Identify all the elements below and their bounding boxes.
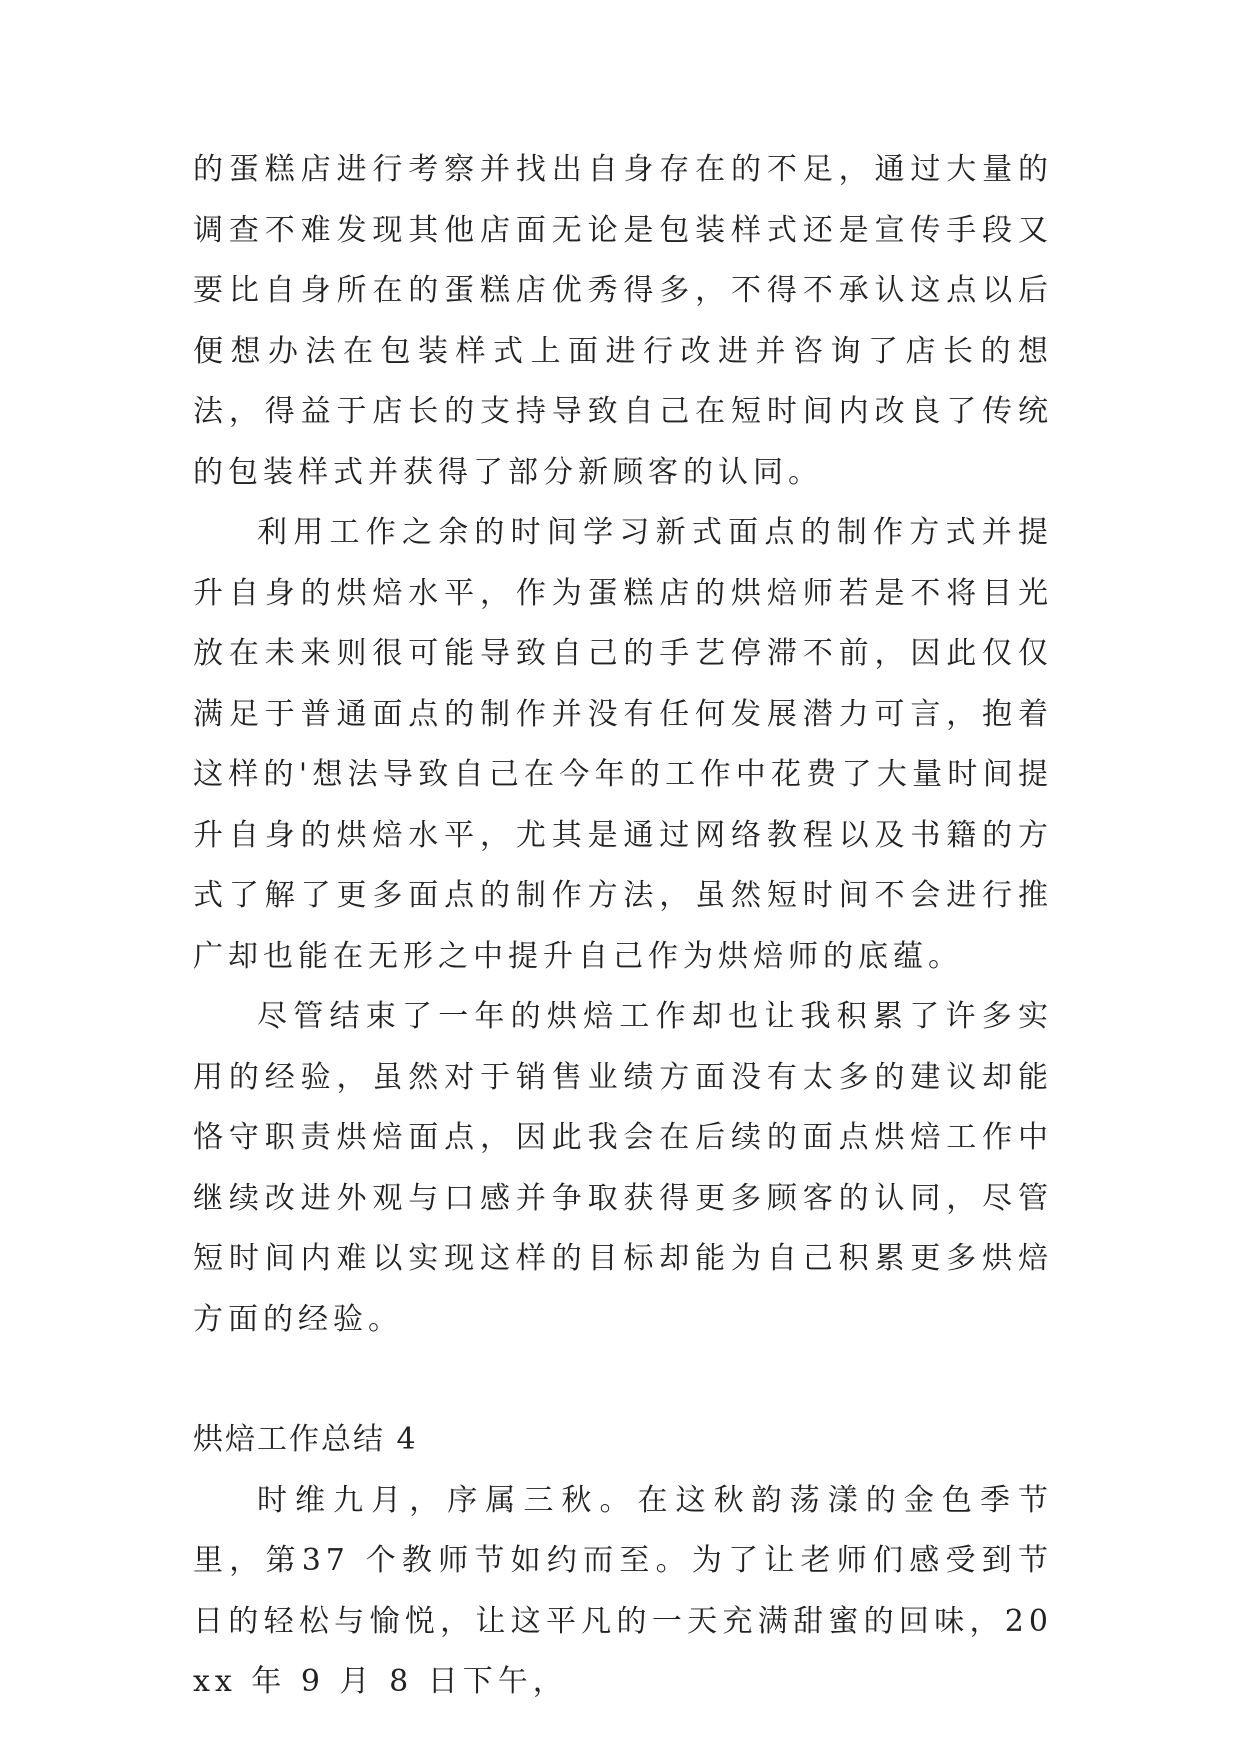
document-body bbox=[193, 140, 1053, 1713]
section-heading: 烘焙工作总结 4 bbox=[193, 1422, 418, 1457]
body-paragraph: 利用工作之余的时间学习新式面点的制作方式并提升自身的烘焙水平，作为蛋糕店的烘焙师若是不将目光放在未来则很可能导致自己的手艺停滞不前，因此仅仅满足于普通面点的制作并没有任何发展潜力可言，抱着这样的'想法导致自己在今年的工作中花费了大量时间提升自身的烘焙水平，尤其是通过网络教程以及书籍的方式了解了更多面点的制作方法，虽然短时间不会进行推广却也能在无形之中提升自己作为烘焙师的底蕴。 bbox=[193, 515, 1053, 974]
body-paragraph: 尽管结束了一年的烘焙工作却也让我积累了许多实用的经验，虽然对于销售业绩方面没有太多的建议却能恪守职责烘焙面点，因此我会在后续的面点烘焙工作中继续改进外观与口感并争取获得更多顾客的认同，尽管短时间内难以实现这样的目标却能为自己积累更多烘焙方面的经验。 bbox=[193, 999, 1053, 1337]
body-paragraph: 的蛋糕店进行考察并找出自身存在的不足，通过大量的调查不难发现其他店面无论是包装样式还是宣传手段又要比自身所在的蛋糕店优秀得多，不得不承认这点以后便想办法在包装样式上面进行改进并咨询了店长的想法，得益于店长的支持导致自己在短时间内改良了传统的包装样式并获得了部分新顾客的认同。 bbox=[193, 152, 1053, 490]
body-paragraph: 时维九月，序属三秋。在这秋韵荡漾的金色季节里，第37 个教师节如约而至。为了让老师们感受到节日的轻松与愉悦，让这平凡的一天充满甜蜜的回味，20xx 年 9 月 8 日下午， bbox=[193, 1482, 1053, 1699]
